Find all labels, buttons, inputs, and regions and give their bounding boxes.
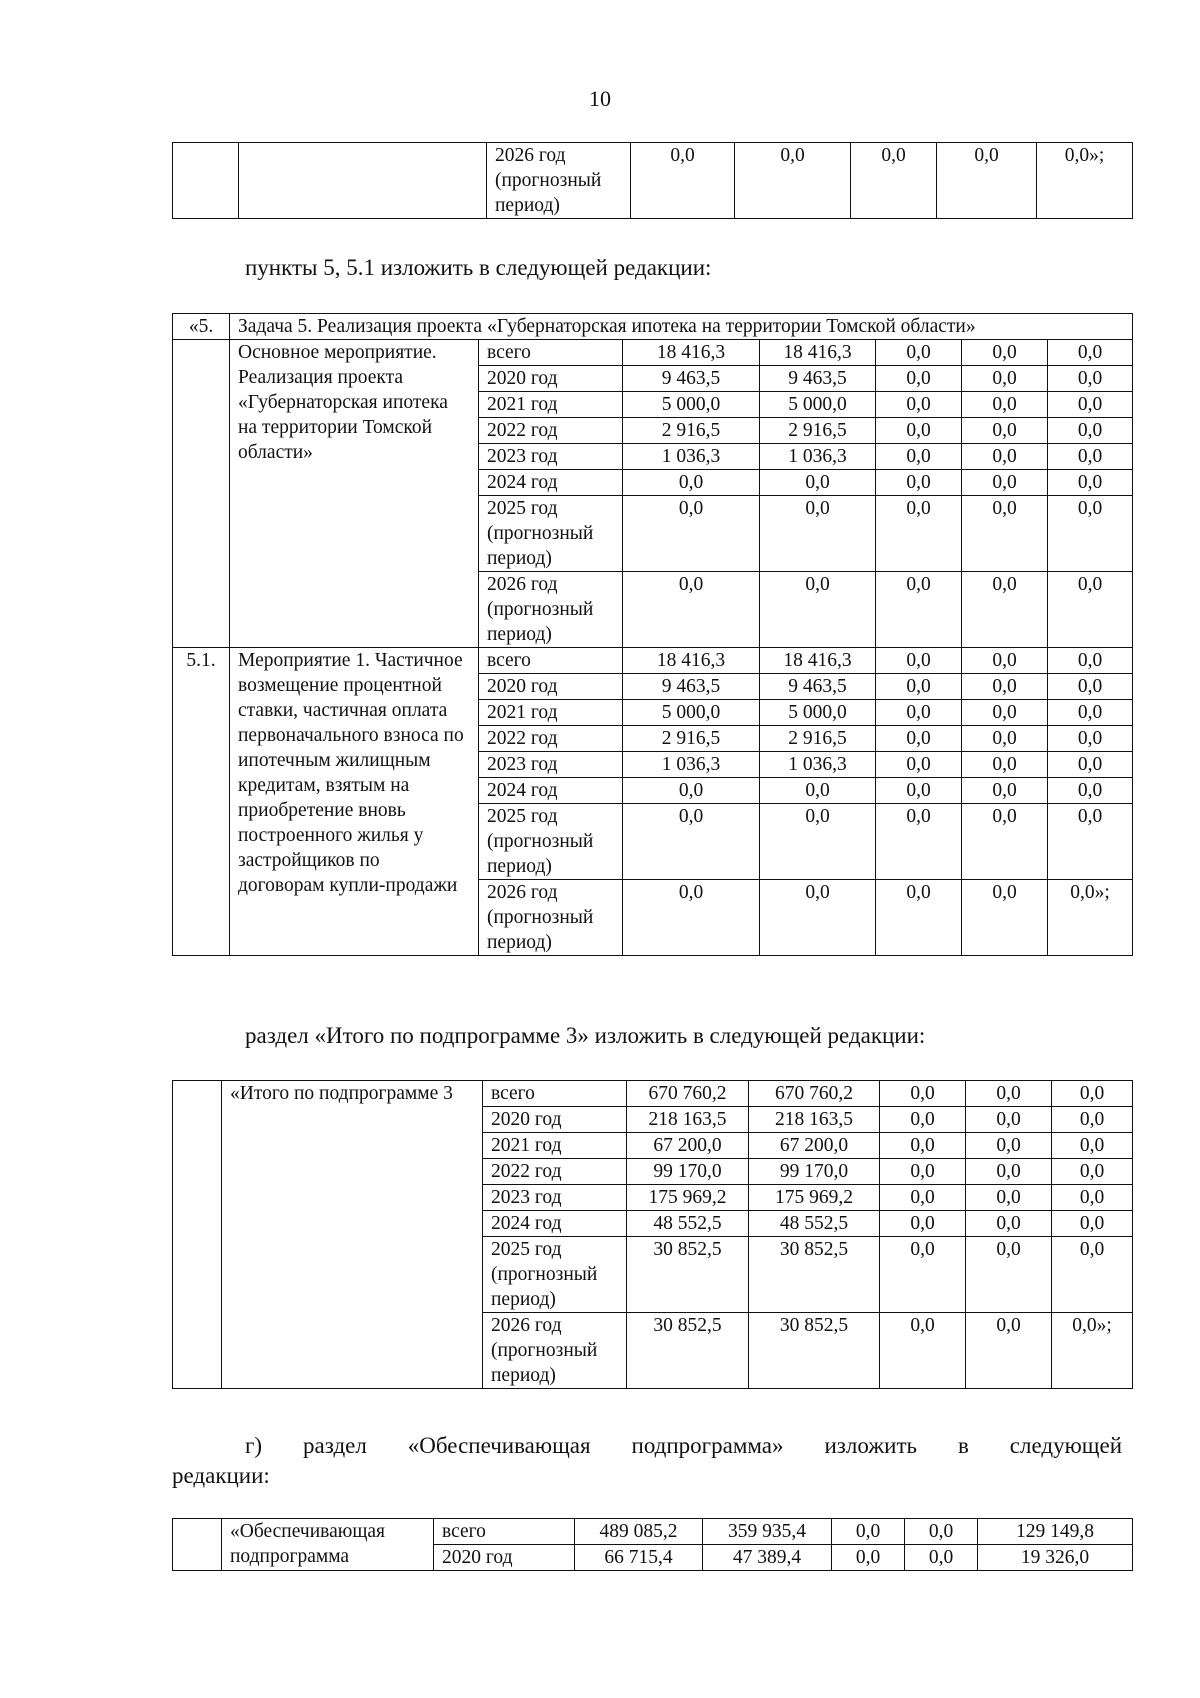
year-cell: всего bbox=[434, 1519, 575, 1545]
value-cell: 0,0 bbox=[966, 1081, 1052, 1107]
value-cell: 0,0 bbox=[962, 470, 1048, 496]
value-cell: 0,0 bbox=[760, 804, 876, 880]
value-cell: 0,0 bbox=[1048, 778, 1133, 804]
value-cell: 0,0 bbox=[876, 470, 962, 496]
value-cell: 0,0 bbox=[623, 496, 760, 572]
paragraph-line-1: г) раздел «Обеспечивающая подпрограмма» изложить в следующей bbox=[245, 1433, 1122, 1458]
value-cell: 0,0 bbox=[1048, 572, 1133, 648]
value-cell: 0,0 bbox=[1048, 392, 1133, 418]
value-cell: 0,0 bbox=[623, 804, 760, 880]
year-cell: 2024 год bbox=[479, 778, 623, 804]
paragraph-items-5: пункты 5, 5.1 изложить в следующей редакции: bbox=[245, 255, 712, 280]
value-cell: 5 000,0 bbox=[760, 392, 876, 418]
value-cell: 0,0 bbox=[962, 700, 1048, 726]
value-cell: 1 036,3 bbox=[760, 752, 876, 778]
value-cell: 0,0 bbox=[880, 1159, 966, 1185]
value-cell: 0,0 bbox=[876, 648, 962, 674]
year-cell: 2025 год (прогнозный период) bbox=[479, 496, 623, 572]
value-cell: 9 463,5 bbox=[623, 366, 760, 392]
value-cell: 0,0 bbox=[966, 1211, 1052, 1237]
year-cell: 2020 год bbox=[483, 1107, 627, 1133]
value-cell: 9 463,5 bbox=[623, 674, 760, 700]
value-cell: 0,0 bbox=[962, 496, 1048, 572]
value-cell: 1 036,3 bbox=[623, 444, 760, 470]
year-cell: 2022 год bbox=[483, 1159, 627, 1185]
empty-num-cell bbox=[173, 1519, 222, 1571]
value-cell: 0,0 bbox=[876, 700, 962, 726]
value-cell: 0,0 bbox=[1052, 1159, 1133, 1185]
value-cell: 0,0 bbox=[1052, 1211, 1133, 1237]
year-cell: 2023 год bbox=[483, 1185, 627, 1211]
value-cell: 0,0 bbox=[760, 496, 876, 572]
value-cell: 0,0 bbox=[876, 778, 962, 804]
value-cell: 0,0 bbox=[1048, 444, 1133, 470]
value-cell: 2 916,5 bbox=[760, 418, 876, 444]
year-cell: 2023 год bbox=[479, 752, 623, 778]
value-cell: 0,0 bbox=[880, 1185, 966, 1211]
value-cell: 0,0 bbox=[876, 726, 962, 752]
value-cell: 129 149,8 bbox=[978, 1519, 1133, 1545]
value-cell: 0,0 bbox=[880, 1133, 966, 1159]
value-cell: 0,0 bbox=[760, 470, 876, 496]
value-cell: 0,0 bbox=[1052, 1185, 1133, 1211]
value-cell: 0,0 bbox=[966, 1313, 1052, 1389]
value-cell: 0,0 bbox=[1052, 1133, 1133, 1159]
activity-name: Основное мероприятие. Реализация проекта «Губернаторская ипотека на территории Томской области» bbox=[230, 340, 479, 648]
value-cell: 0,0 bbox=[760, 572, 876, 648]
activity-number bbox=[173, 340, 230, 648]
value-cell: 18 416,3 bbox=[623, 648, 760, 674]
paragraph-line-2: редакции: bbox=[172, 1463, 270, 1488]
year-cell: 2020 год bbox=[434, 1545, 575, 1571]
year-cell: 2021 год bbox=[479, 700, 623, 726]
value-cell: 0,0 bbox=[623, 880, 760, 956]
value-cell: 0,0 bbox=[962, 418, 1048, 444]
value-cell: 0,0»; bbox=[1048, 880, 1133, 956]
year-cell: всего bbox=[479, 340, 623, 366]
task-title: Задача 5. Реализация проекта «Губернаторская ипотека на территории Томской области» bbox=[230, 314, 1133, 340]
value-cell: 5 000,0 bbox=[760, 700, 876, 726]
year-cell: 2026 год (прогнозный период) bbox=[479, 880, 623, 956]
value-cell: 0,0 bbox=[1048, 648, 1133, 674]
year-cell: 2021 год bbox=[483, 1133, 627, 1159]
support-name: «Обеспечивающая подпрограмма bbox=[222, 1519, 434, 1571]
task-number: «5. bbox=[173, 314, 230, 340]
year-cell: 2024 год bbox=[483, 1211, 627, 1237]
value-cell: 0,0 bbox=[962, 726, 1048, 752]
value-cell: 99 170,0 bbox=[627, 1159, 749, 1185]
value-cell: 0,0 bbox=[1048, 674, 1133, 700]
value-cell: 2 916,5 bbox=[760, 726, 876, 752]
year-cell: 2026 год (прогнозный период) bbox=[479, 572, 623, 648]
value-cell: 18 416,3 bbox=[623, 340, 760, 366]
value-cell: 2 916,5 bbox=[623, 418, 760, 444]
value-cell: 0,0 bbox=[962, 674, 1048, 700]
value-cell: 175 969,2 bbox=[749, 1185, 880, 1211]
value-cell: 0,0 bbox=[876, 880, 962, 956]
table-row bbox=[173, 1081, 1133, 1107]
value-cell: 18 416,3 bbox=[760, 340, 876, 366]
task-header-row bbox=[173, 314, 1133, 340]
value-cell: 0,0 bbox=[851, 143, 937, 219]
year-cell: 2026 год (прогнозный период) bbox=[487, 143, 631, 219]
value-cell: 0,0 bbox=[880, 1107, 966, 1133]
value-cell: 0,0 bbox=[905, 1545, 978, 1571]
table-row bbox=[173, 648, 1133, 674]
year-cell: 2022 год bbox=[479, 418, 623, 444]
value-cell: 0,0 bbox=[962, 752, 1048, 778]
value-cell: 0,0 bbox=[1048, 700, 1133, 726]
value-cell: 0,0 bbox=[832, 1545, 905, 1571]
value-cell: 48 552,5 bbox=[749, 1211, 880, 1237]
value-cell: 99 170,0 bbox=[749, 1159, 880, 1185]
value-cell: 218 163,5 bbox=[749, 1107, 880, 1133]
page-number: 10 bbox=[589, 86, 611, 111]
empty-num-cell bbox=[173, 143, 239, 219]
value-cell: 0,0 bbox=[760, 880, 876, 956]
value-cell: 9 463,5 bbox=[760, 674, 876, 700]
value-cell: 0,0 bbox=[876, 674, 962, 700]
value-cell: 0,0 bbox=[962, 648, 1048, 674]
value-cell: 0,0 bbox=[966, 1159, 1052, 1185]
year-cell: 2025 год (прогнозный период) bbox=[483, 1237, 627, 1313]
value-cell: 0,0 bbox=[962, 340, 1048, 366]
value-cell: 0,0 bbox=[962, 804, 1048, 880]
value-cell: 0,0 bbox=[876, 392, 962, 418]
value-cell: 66 715,4 bbox=[575, 1545, 703, 1571]
value-cell: 1 036,3 bbox=[623, 752, 760, 778]
value-cell: 0,0 bbox=[876, 418, 962, 444]
value-cell: 18 416,3 bbox=[760, 648, 876, 674]
year-cell: 2021 год bbox=[479, 392, 623, 418]
value-cell: 0,0 bbox=[962, 444, 1048, 470]
value-cell: 0,0 bbox=[962, 778, 1048, 804]
value-cell: 0,0 bbox=[876, 804, 962, 880]
value-cell: 218 163,5 bbox=[627, 1107, 749, 1133]
value-cell: 0,0 bbox=[1048, 752, 1133, 778]
value-cell: 0,0 bbox=[1048, 804, 1133, 880]
value-cell: 0,0 bbox=[1048, 726, 1133, 752]
value-cell: 0,0 bbox=[1048, 496, 1133, 572]
value-cell: 0,0 bbox=[1052, 1237, 1133, 1313]
value-cell: 0,0»; bbox=[1052, 1313, 1133, 1389]
value-cell: 9 463,5 bbox=[760, 366, 876, 392]
value-cell: 0,0 bbox=[880, 1313, 966, 1389]
value-cell: 0,0 bbox=[962, 880, 1048, 956]
value-cell: 0,0 bbox=[623, 778, 760, 804]
value-cell: 5 000,0 bbox=[623, 700, 760, 726]
value-cell: 0,0 bbox=[1048, 340, 1133, 366]
value-cell: 0,0 bbox=[966, 1185, 1052, 1211]
activity-number: 5.1. bbox=[173, 648, 230, 956]
value-cell: 0,0 bbox=[623, 572, 760, 648]
value-cell: 0,0 bbox=[735, 143, 851, 219]
value-cell: 30 852,5 bbox=[627, 1313, 749, 1389]
value-cell: 0,0 bbox=[631, 143, 735, 219]
table-row bbox=[173, 340, 1133, 366]
value-cell: 0,0 bbox=[1052, 1081, 1133, 1107]
table-task-5 bbox=[172, 313, 1133, 956]
table-row bbox=[173, 1519, 1133, 1545]
year-cell: 2020 год bbox=[479, 674, 623, 700]
value-cell: 0,0 bbox=[880, 1211, 966, 1237]
paragraph-support-subprogram bbox=[172, 1431, 1122, 1491]
value-cell: 0,0 bbox=[962, 366, 1048, 392]
value-cell: 2 916,5 bbox=[623, 726, 760, 752]
value-cell: 0,0 bbox=[876, 340, 962, 366]
value-cell: 5 000,0 bbox=[623, 392, 760, 418]
year-cell: 2025 год (прогнозный период) bbox=[479, 804, 623, 880]
value-cell: 0,0 bbox=[966, 1237, 1052, 1313]
value-cell: 0,0 bbox=[937, 143, 1037, 219]
value-cell: 0,0 bbox=[966, 1107, 1052, 1133]
value-cell: 19 326,0 bbox=[978, 1545, 1133, 1571]
table-total-subprogram-3 bbox=[172, 1080, 1133, 1389]
value-cell: 0,0 bbox=[1048, 366, 1133, 392]
value-cell: 48 552,5 bbox=[627, 1211, 749, 1237]
year-cell: всего bbox=[483, 1081, 627, 1107]
value-cell: 0,0 bbox=[832, 1519, 905, 1545]
value-cell: 0,0 bbox=[880, 1081, 966, 1107]
paragraph-total-3: раздел «Итого по подпрограмме 3» изложить в следующей редакции: bbox=[245, 1023, 926, 1048]
value-cell: 670 760,2 bbox=[749, 1081, 880, 1107]
value-cell: 0,0 bbox=[876, 752, 962, 778]
table-support-subprogram bbox=[172, 1518, 1133, 1571]
value-cell: 0,0 bbox=[760, 778, 876, 804]
value-cell: 0,0 bbox=[1052, 1107, 1133, 1133]
table-top-continuation bbox=[172, 142, 1133, 219]
value-cell: 1 036,3 bbox=[760, 444, 876, 470]
table-row bbox=[173, 143, 1133, 219]
year-cell: 2020 год bbox=[479, 366, 623, 392]
value-cell: 0,0 bbox=[966, 1133, 1052, 1159]
value-cell: 0,0 bbox=[623, 470, 760, 496]
value-cell: 0,0 bbox=[876, 366, 962, 392]
year-cell: 2026 год (прогнозный период) bbox=[483, 1313, 627, 1389]
year-cell: 2024 год bbox=[479, 470, 623, 496]
value-cell: 0,0 bbox=[880, 1237, 966, 1313]
value-cell: 67 200,0 bbox=[627, 1133, 749, 1159]
year-cell: 2023 год bbox=[479, 444, 623, 470]
value-cell: 175 969,2 bbox=[627, 1185, 749, 1211]
value-cell: 0,0 bbox=[905, 1519, 978, 1545]
value-cell: 0,0 bbox=[962, 572, 1048, 648]
value-cell: 47 389,4 bbox=[703, 1545, 832, 1571]
empty-name-cell bbox=[239, 143, 487, 219]
value-cell: 0,0 bbox=[876, 572, 962, 648]
empty-num-cell bbox=[173, 1081, 222, 1389]
value-cell: 0,0 bbox=[1048, 418, 1133, 444]
value-cell: 0,0 bbox=[962, 392, 1048, 418]
value-cell: 30 852,5 bbox=[749, 1237, 880, 1313]
year-cell: 2022 год bbox=[479, 726, 623, 752]
value-cell: 0,0 bbox=[876, 496, 962, 572]
value-cell: 489 085,2 bbox=[575, 1519, 703, 1545]
value-cell: 0,0»; bbox=[1037, 143, 1133, 219]
value-cell: 30 852,5 bbox=[749, 1313, 880, 1389]
activity-name: Мероприятие 1. Частичное возмещение процентной ставки, частичная оплата первоначального взноса по ипотечным жилищным кредитам, взятым на приобретение вновь построенного жилья у застройщиков по договорам купли-продажи bbox=[230, 648, 479, 956]
value-cell: 30 852,5 bbox=[627, 1237, 749, 1313]
value-cell: 67 200,0 bbox=[749, 1133, 880, 1159]
value-cell: 0,0 bbox=[876, 444, 962, 470]
total-name: «Итого по подпрограмме 3 bbox=[222, 1081, 483, 1389]
value-cell: 359 935,4 bbox=[703, 1519, 832, 1545]
value-cell: 0,0 bbox=[1048, 470, 1133, 496]
value-cell: 670 760,2 bbox=[627, 1081, 749, 1107]
year-cell: всего bbox=[479, 648, 623, 674]
